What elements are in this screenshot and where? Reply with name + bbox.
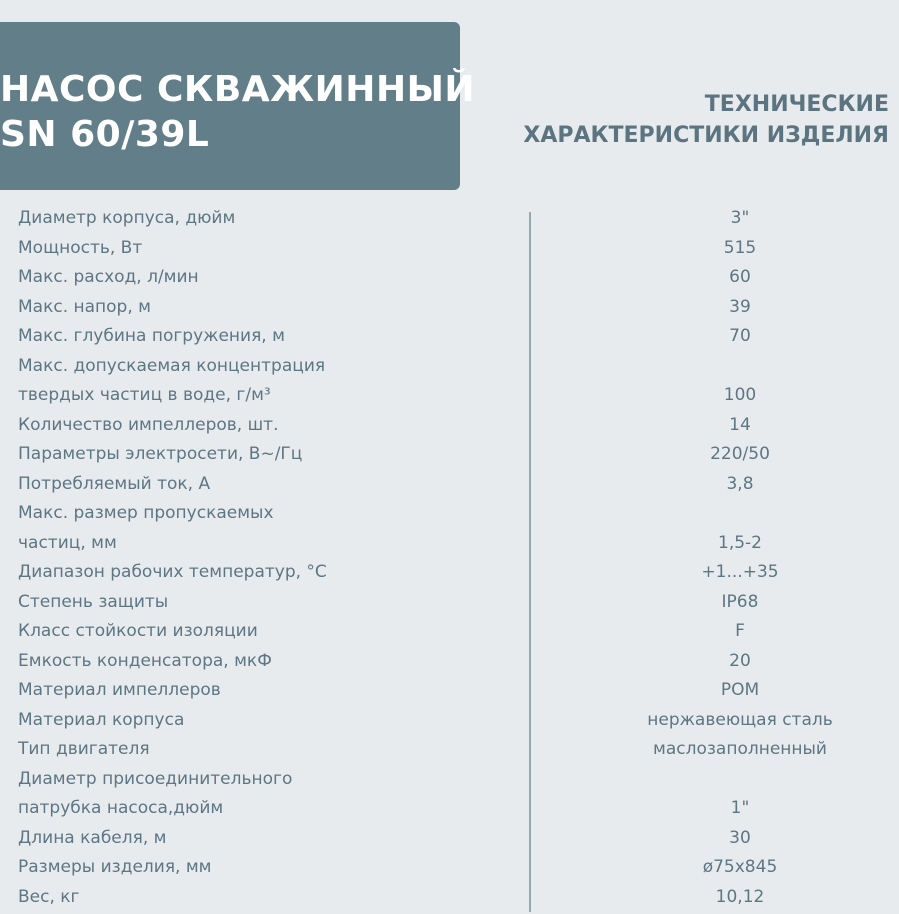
spec-row xyxy=(0,560,899,590)
spec-label: Вес, кг xyxy=(18,887,79,907)
spec-label: Размеры изделия, мм xyxy=(18,857,212,877)
spec-label: патрубка насоса,дюйм xyxy=(18,798,223,818)
spec-label: Длина кабеля, м xyxy=(18,828,166,848)
spec-row xyxy=(0,206,899,236)
spec-value: 10,12 xyxy=(590,887,890,907)
spec-row xyxy=(0,413,899,443)
spec-value: 20 xyxy=(590,651,890,671)
spec-label: твердых частиц в воде, г/м³ xyxy=(18,385,271,405)
spec-row xyxy=(0,442,899,472)
section-title-line2: ХАРАКТЕРИСТИКИ ИЗДЕЛИЯ xyxy=(523,123,889,148)
spec-label: Количество импеллеров, шт. xyxy=(18,415,278,435)
spec-value: 100 xyxy=(590,385,890,405)
spec-row xyxy=(0,708,899,738)
spec-label: Мощность, Вт xyxy=(18,238,142,258)
spec-row xyxy=(0,531,899,561)
spec-value: нержавеющая сталь xyxy=(590,710,890,730)
spec-value: маслозаполненный xyxy=(590,739,890,759)
spec-value: 1,5-2 xyxy=(590,533,890,553)
spec-value: 70 xyxy=(590,326,890,346)
spec-label: Класс стойкости изоляции xyxy=(18,621,258,641)
spec-label: Диапазон рабочих температур, °С xyxy=(18,562,327,582)
spec-row xyxy=(0,383,899,413)
spec-label: Макс. напор, м xyxy=(18,297,151,317)
spec-row xyxy=(0,885,899,914)
spec-label: Макс. расход, л/мин xyxy=(18,267,199,287)
spec-label: Тип двигателя xyxy=(18,739,150,759)
spec-value: 515 xyxy=(590,238,890,258)
spec-label: Емкость конденсатора, мкФ xyxy=(18,651,272,671)
spec-table xyxy=(0,206,899,914)
spec-row xyxy=(0,767,899,797)
spec-row xyxy=(0,855,899,885)
spec-value: ø75x845 xyxy=(590,857,890,877)
spec-label: Диаметр корпуса, дюйм xyxy=(18,208,235,228)
spec-row xyxy=(0,265,899,295)
spec-label: Степень защиты xyxy=(18,592,168,612)
spec-label: Макс. допускаемая концентрация xyxy=(18,356,325,376)
spec-row xyxy=(0,678,899,708)
product-title-line1: НАСОС СКВАЖИННЫЙ xyxy=(0,69,475,110)
spec-row xyxy=(0,590,899,620)
spec-value: IP68 xyxy=(590,592,890,612)
spec-row xyxy=(0,737,899,767)
product-title-line2: SN 60/39L xyxy=(0,114,209,155)
spec-row xyxy=(0,826,899,856)
spec-row xyxy=(0,472,899,502)
spec-row xyxy=(0,619,899,649)
spec-label: Потребляемый ток, А xyxy=(18,474,210,494)
spec-row xyxy=(0,796,899,826)
spec-row xyxy=(0,649,899,679)
spec-value: 3" xyxy=(590,208,890,228)
spec-value: 3,8 xyxy=(590,474,890,494)
spec-value: 14 xyxy=(590,415,890,435)
spec-label: частиц, мм xyxy=(18,533,117,553)
spec-label: Материал корпуса xyxy=(18,710,184,730)
spec-value: +1...+35 xyxy=(590,562,890,582)
spec-label: Параметры электросети, В~/Гц xyxy=(18,444,302,464)
spec-row xyxy=(0,295,899,325)
spec-value: 220/50 xyxy=(590,444,890,464)
spec-label: Диаметр присоединительного xyxy=(18,769,292,789)
spec-row xyxy=(0,324,899,354)
spec-value: POM xyxy=(590,680,890,700)
section-title-line1: ТЕХНИЧЕСКИЕ xyxy=(705,92,889,117)
spec-row xyxy=(0,501,899,531)
spec-row xyxy=(0,236,899,266)
spec-value: 30 xyxy=(590,828,890,848)
spec-label: Материал импеллеров xyxy=(18,680,221,700)
spec-value: 1" xyxy=(590,798,890,818)
spec-label: Макс. размер пропускаемых xyxy=(18,503,274,523)
spec-row xyxy=(0,354,899,384)
spec-value: F xyxy=(590,621,890,641)
spec-value: 60 xyxy=(590,267,890,287)
spec-value: 39 xyxy=(590,297,890,317)
spec-label: Макс. глубина погружения, м xyxy=(18,326,285,346)
